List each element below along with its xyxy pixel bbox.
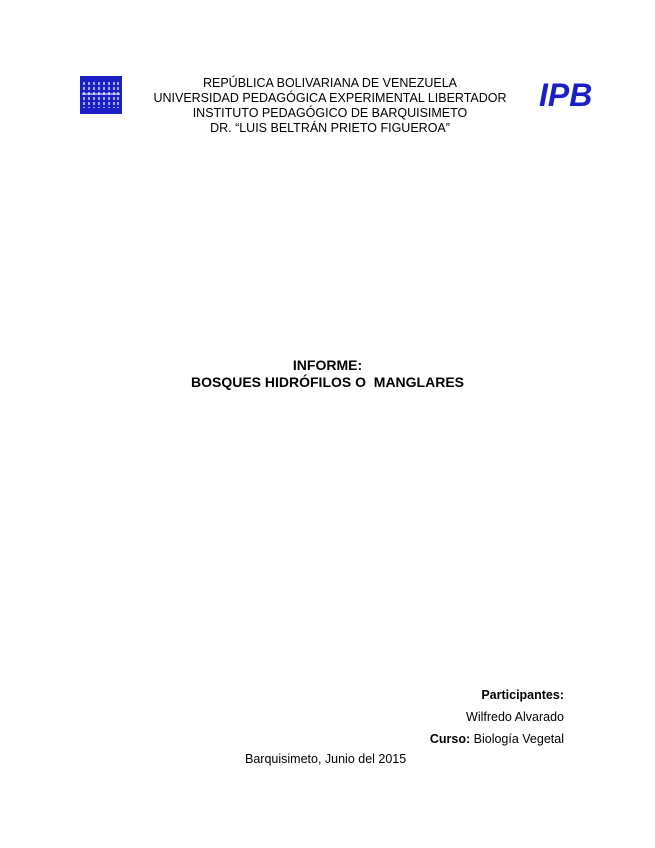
course-line	[430, 728, 564, 750]
participants-label: Participantes:	[481, 688, 564, 702]
course-label: Curso:	[429, 732, 471, 746]
header-line-2: UNIVERSIDAD PEDAGÓGICA EXPERIMENTAL LIBERTADOR	[153, 91, 507, 105]
ipb-logo-text: IPB	[539, 77, 593, 113]
place-date: Barquisimeto, Junio del 2015	[245, 752, 407, 766]
upel-logo-icon	[80, 76, 122, 114]
course-value: Biología Vegetal	[473, 732, 564, 746]
header-line-4: DR. “LUIS BELTRÁN PRIETO FIGUEROA”	[210, 121, 450, 135]
header-line-1: REPÚBLICA BOLIVARIANA DE VENEZUELA	[202, 76, 458, 90]
participant-name: Wilfredo Alvarado	[466, 710, 564, 724]
institution-header	[130, 76, 530, 136]
author-block	[430, 684, 564, 750]
title-line-2: BOSQUES HIDRÓFILOS O MANGLARES	[190, 374, 464, 390]
title-line-1: INFORME:	[292, 357, 363, 373]
ipb-logo-icon	[539, 76, 593, 113]
document-title	[0, 357, 655, 391]
header-line-3: INSTITUTO PEDAGÓGICO DE BARQUISIMETO	[192, 106, 468, 120]
